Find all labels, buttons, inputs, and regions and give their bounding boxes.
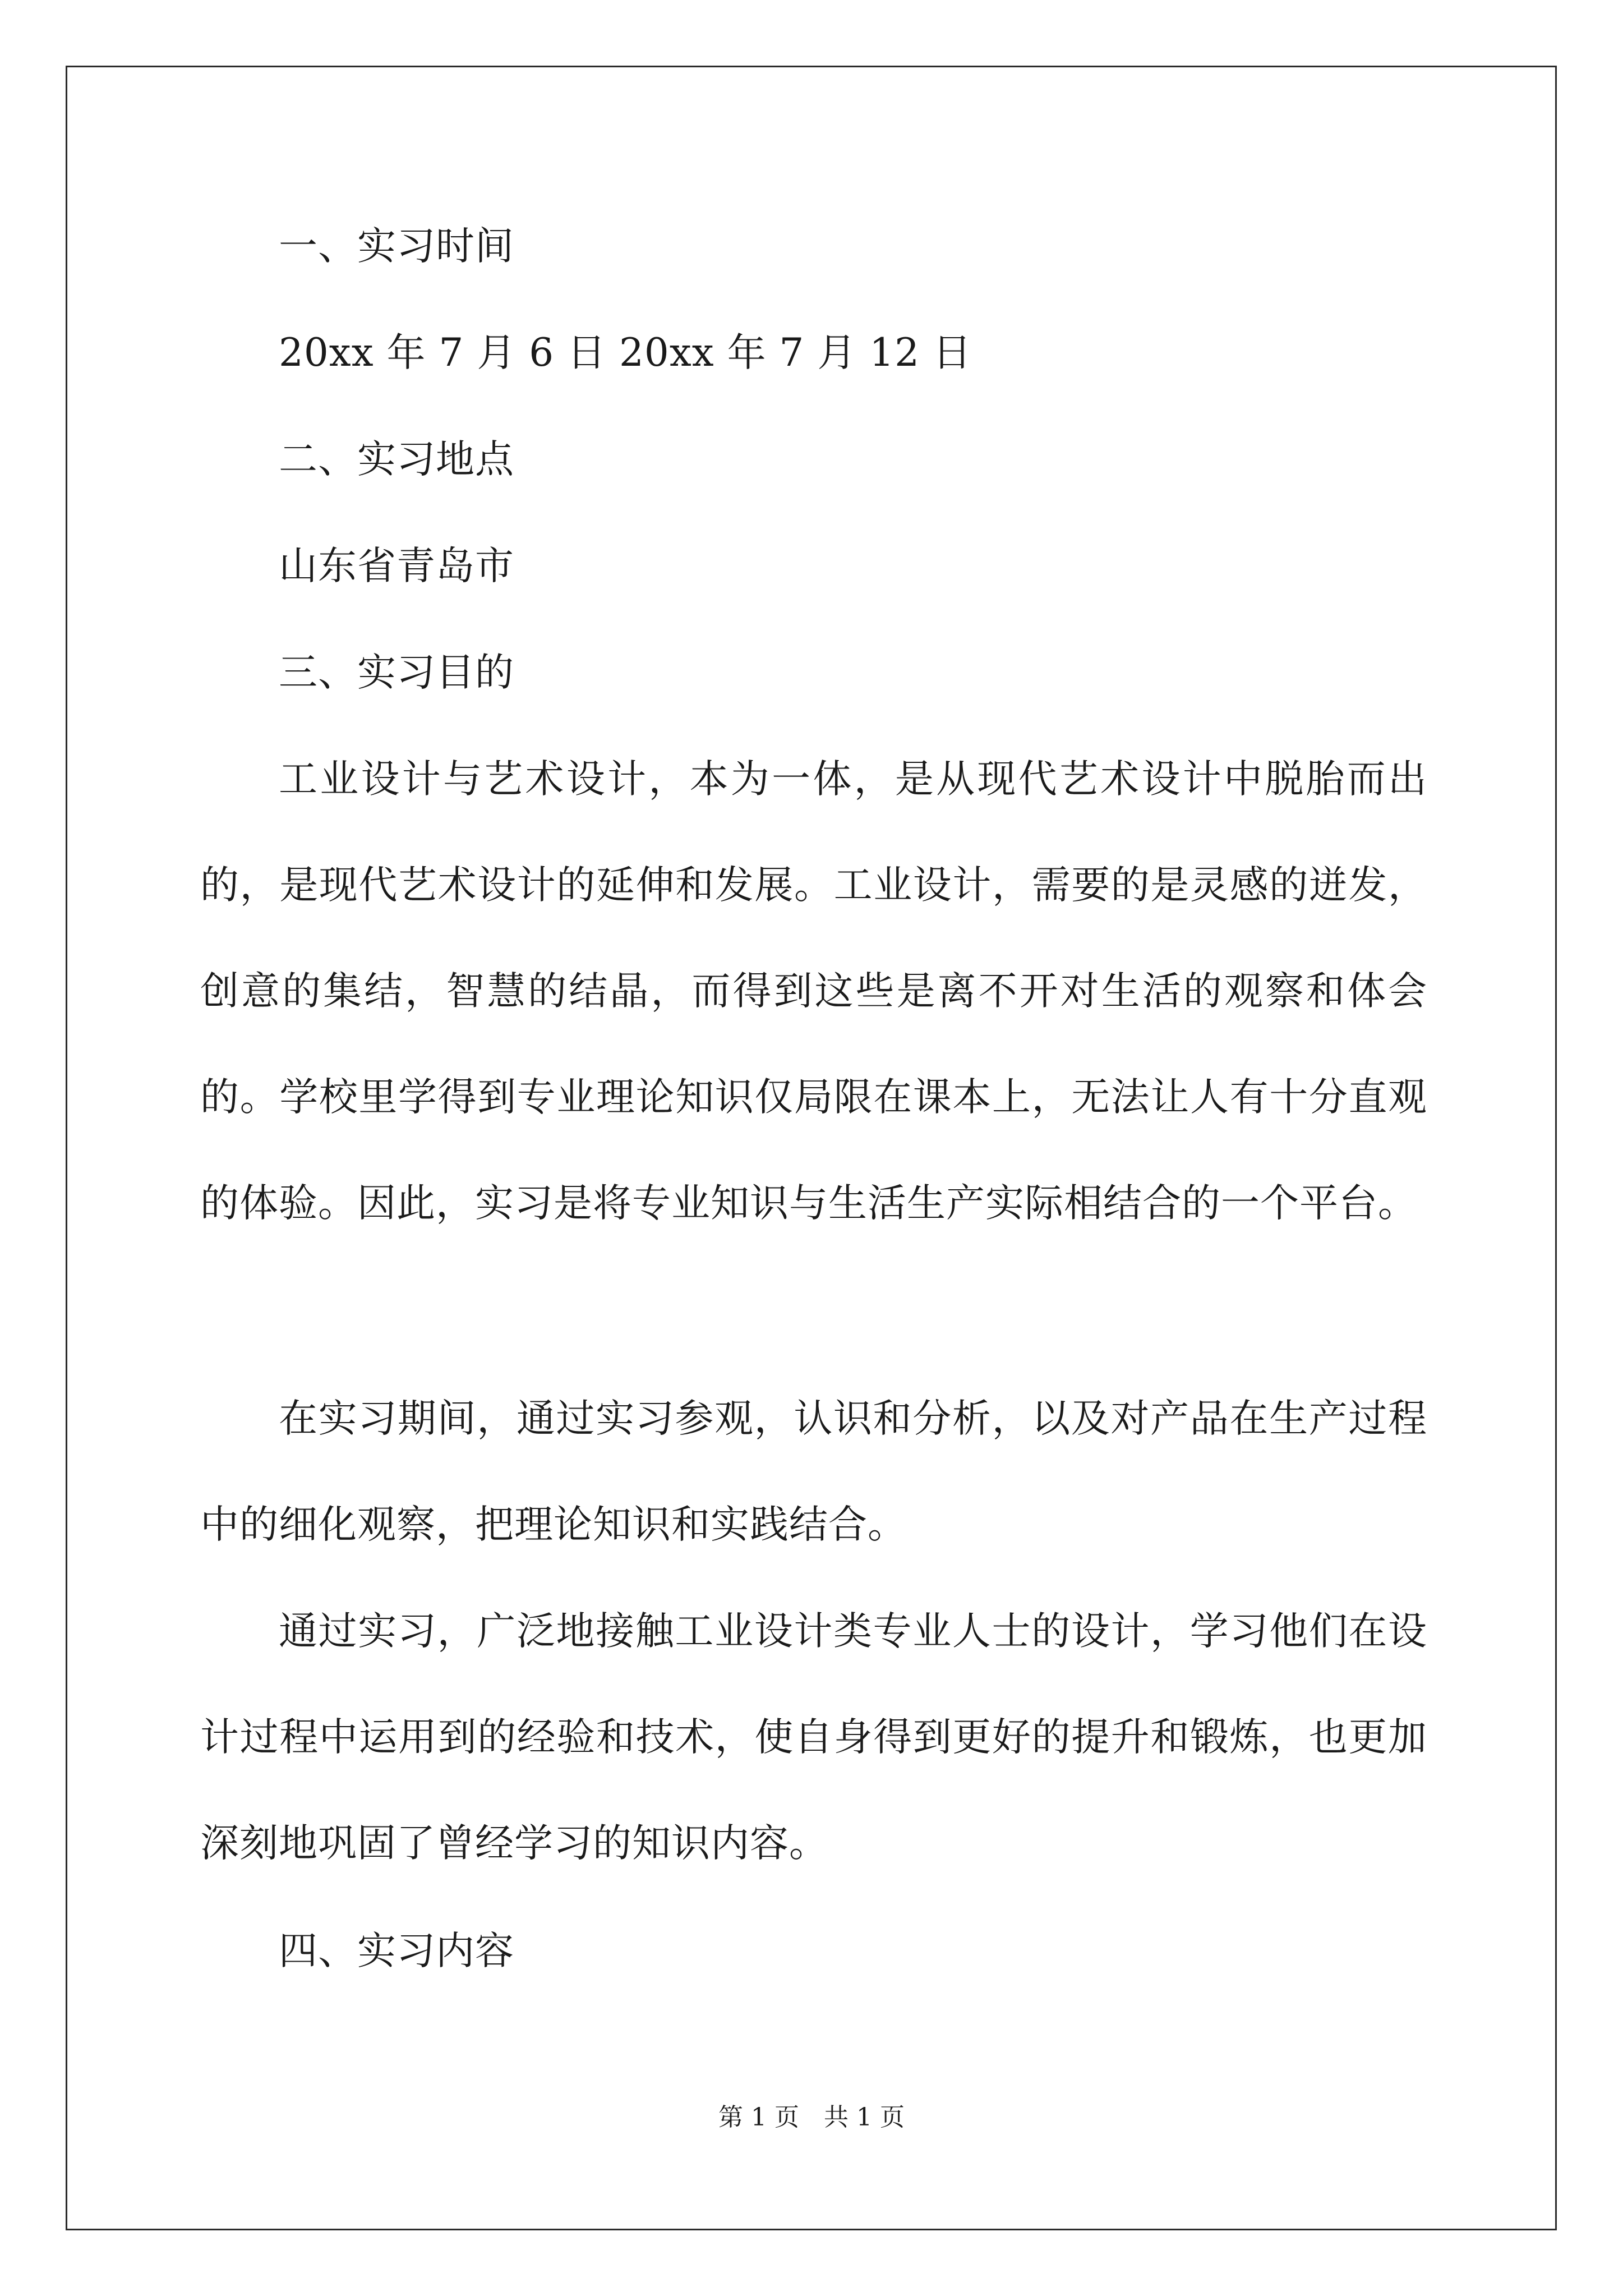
heading-internship-location: 二、实习地点 bbox=[279, 437, 514, 482]
internship-location: 山东省青岛市 bbox=[279, 544, 514, 588]
internship-dates: 20xx 年 7 月 6 日 20xx 年 7 月 12 日 bbox=[279, 330, 972, 375]
page-number-footer: 第 1 页 共 1 页 bbox=[718, 2103, 905, 2132]
heading-internship-time: 一、实习时间 bbox=[279, 224, 514, 269]
heading-internship-content: 四、实习内容 bbox=[279, 1929, 514, 1973]
purpose-paragraph-2: 在实习期间，通过实习参观，认识和分析，以及对产品在生产过程中的细化观察，把理论知识和实践结合。 bbox=[200, 1396, 1427, 1547]
purpose-paragraph-1: 工业设计与艺术设计，本为一体，是从现代艺术设计中脱胎而出的，是现代艺术设计的延伸和发展。工业设计，需要的是灵感的迸发，创意的集结，智慧的结晶，而得到这些是离不开对生活的观察和体会的。学校里学得到专业理论知识仅局限在课本上，无法让人有十分直观的体验。因此，实习是将专业知识与生活生产实际相结合的一个平台。 bbox=[200, 757, 1427, 1226]
heading-internship-purpose: 三、实习目的 bbox=[279, 650, 514, 695]
purpose-paragraph-3: 通过实习，广泛地接触工业设计类专业人士的设计，学习他们在设计过程中运用到的经验和技术，使自身得到更好的提升和锻炼，也更加深刻地巩固了曾经学习的知识内容。 bbox=[200, 1609, 1427, 1866]
